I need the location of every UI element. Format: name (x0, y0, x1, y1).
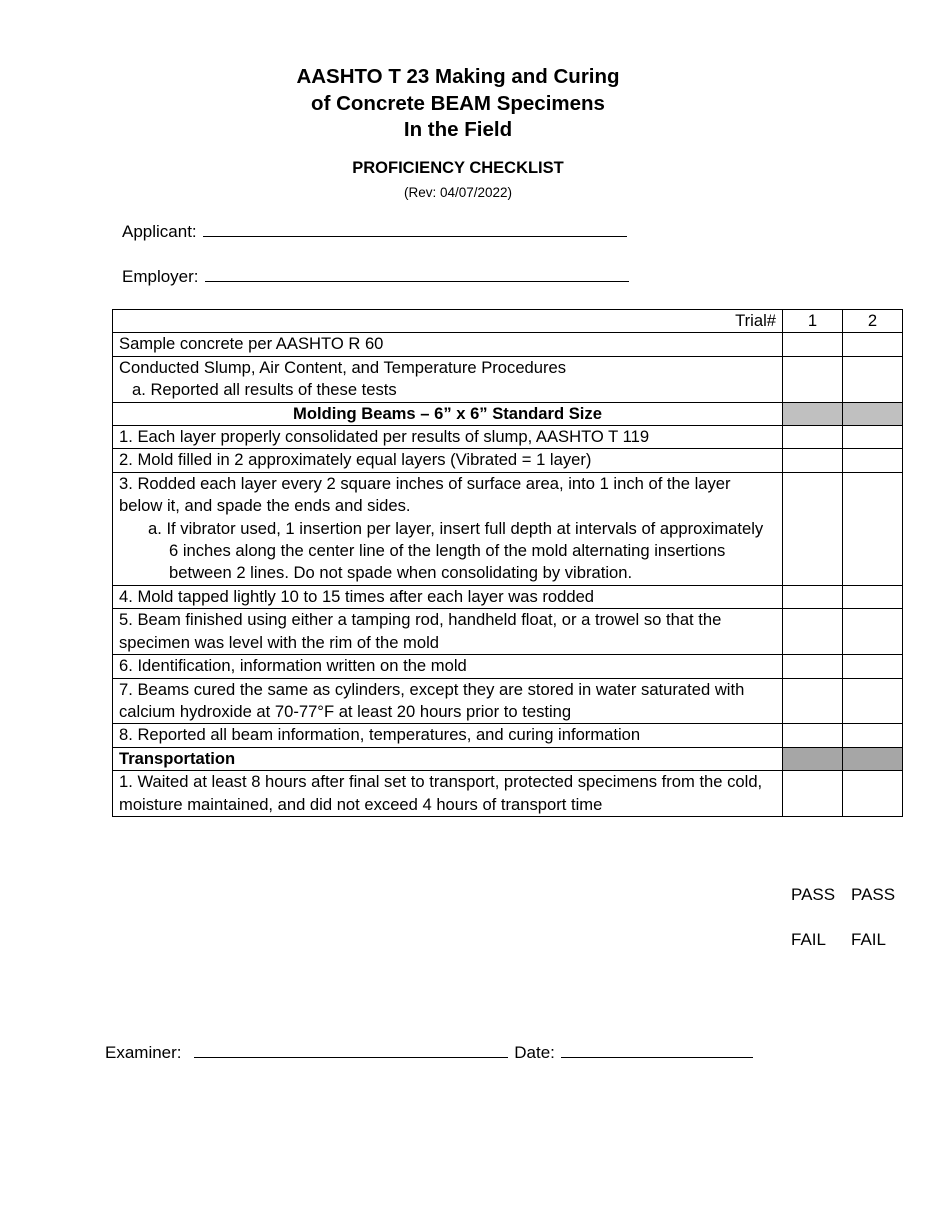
trial-1-cell[interactable] (783, 655, 843, 678)
title-line-3: In the Field (403, 118, 513, 141)
shaded-cell (843, 747, 903, 770)
trial-1-cell[interactable] (783, 678, 843, 724)
employer-input-line[interactable] (205, 265, 629, 282)
trial-1-cell[interactable] (783, 333, 843, 356)
trial-1-cell[interactable] (783, 356, 843, 402)
trial-2-cell[interactable] (843, 724, 903, 747)
applicant-label: Applicant: (122, 222, 197, 241)
employer-field[interactable] (122, 265, 629, 287)
shaded-cell (783, 747, 843, 770)
date-input-line[interactable] (561, 1041, 753, 1058)
step-slump-air-temp (113, 356, 783, 402)
trial-number-2: 2 (843, 310, 903, 333)
trial-2-fail[interactable]: FAIL (851, 930, 886, 949)
section-heading-transportation: Transportation (113, 747, 783, 770)
trial-1-cell[interactable] (783, 585, 843, 608)
trial-number-1: 1 (783, 310, 843, 333)
table-row (113, 356, 903, 402)
step-sample-concrete: Sample concrete per AASHTO R 60 (113, 333, 783, 356)
applicant-field[interactable] (122, 220, 627, 242)
trial-2-cell[interactable] (843, 356, 903, 402)
trial-2-pass[interactable]: PASS (851, 885, 896, 904)
step-molding-8: 8. Reported all beam information, temperatures, and curing information (113, 724, 783, 747)
step-transport-1: 1. Waited at least 8 hours after final set to transport, protected specimens from the cold, moisture maintained, and did not exceed 4 hours of transport time (113, 771, 783, 817)
table-row (113, 333, 903, 356)
step-slump-air-temp-text: Conducted Slump, Air Content, and Temperature Procedures (119, 357, 567, 377)
trial-1-cell[interactable] (783, 472, 843, 585)
trial-1-fail[interactable]: FAIL (791, 930, 826, 949)
section-row-transportation (113, 747, 903, 770)
step-molding-2: 2. Mold filled in 2 approximately equal layers (Vibrated = 1 layer) (113, 449, 783, 472)
examiner-input-line[interactable] (194, 1041, 508, 1058)
trial-1-cell[interactable] (783, 724, 843, 747)
table-row (113, 771, 903, 817)
document-title (0, 64, 916, 144)
step-molding-5: 5. Beam finished using either a tamping rod, handheld float, or a trowel so that the specimen was level with the rim of the mold (113, 609, 783, 655)
table-row (113, 585, 903, 608)
trial-2-cell[interactable] (843, 472, 903, 585)
step-molding-3-text: 3. Rodded each layer every 2 square inches of surface area, into 1 inch of the layer below it, and spade the ends and sides. (119, 473, 731, 516)
applicant-input-line[interactable] (203, 220, 627, 237)
table-row (113, 724, 903, 747)
trial-2-cell[interactable] (843, 426, 903, 449)
trial-2-cell[interactable] (843, 771, 903, 817)
section-row-molding (113, 402, 903, 425)
employer-label: Employer: (122, 267, 199, 286)
step-molding-7: 7. Beams cured the same as cylinders, except they are stored in water saturated with calcium hydroxide at 70-77°F at least 20 hours prior to testing (113, 678, 783, 724)
examiner-label: Examiner: (105, 1043, 182, 1062)
table-row (113, 472, 903, 585)
trial-1-cell[interactable] (783, 426, 843, 449)
table-row (113, 449, 903, 472)
trial-2-cell[interactable] (843, 333, 903, 356)
trial-2-cell[interactable] (843, 609, 903, 655)
title-line-1: AASHTO T 23 Making and Curing (296, 65, 620, 88)
trial-2-cell[interactable] (843, 655, 903, 678)
trial-header-row (113, 310, 903, 333)
trial-label: Trial# (113, 310, 783, 333)
title-line-2: of Concrete BEAM Specimens (311, 91, 605, 115)
table-row (113, 655, 903, 678)
trial-1-cell[interactable] (783, 449, 843, 472)
step-molding-3-sub-a: a. If vibrator used, 1 insertion per layer, insert full depth at intervals of approximately 6 inches along the center line of the length of the mold alternating insertions between 2 lines. Do not spade when consolidating by vibration. (148, 518, 764, 583)
revision-date: (Rev: 04/07/2022) (403, 185, 513, 200)
step-slump-air-temp-sub-a: a. Reported all results of these tests (132, 380, 397, 400)
date-label: Date: (514, 1043, 555, 1062)
shaded-cell (783, 402, 843, 425)
table-row (113, 609, 903, 655)
table-row (113, 426, 903, 449)
examiner-signature-row (105, 1041, 753, 1063)
trial-1-pass[interactable]: PASS (791, 885, 836, 904)
proficiency-checklist-table (112, 309, 903, 817)
trial-2-cell[interactable] (843, 449, 903, 472)
trial-1-cell[interactable] (783, 771, 843, 817)
section-heading-molding-beams: Molding Beams – 6” x 6” Standard Size (113, 402, 783, 425)
trial-1-cell[interactable] (783, 609, 843, 655)
step-molding-4: 4. Mold tapped lightly 10 to 15 times after each layer was rodded (113, 585, 783, 608)
document-subtitle: PROFICIENCY CHECKLIST (352, 159, 564, 177)
shaded-cell (843, 402, 903, 425)
trial-2-cell[interactable] (843, 678, 903, 724)
trial-2-cell[interactable] (843, 585, 903, 608)
step-molding-3 (113, 472, 783, 585)
step-molding-1: 1. Each layer properly consolidated per results of slump, AASHTO T 119 (113, 426, 783, 449)
step-molding-6: 6. Identification, information written on the mold (113, 655, 783, 678)
table-row (113, 678, 903, 724)
